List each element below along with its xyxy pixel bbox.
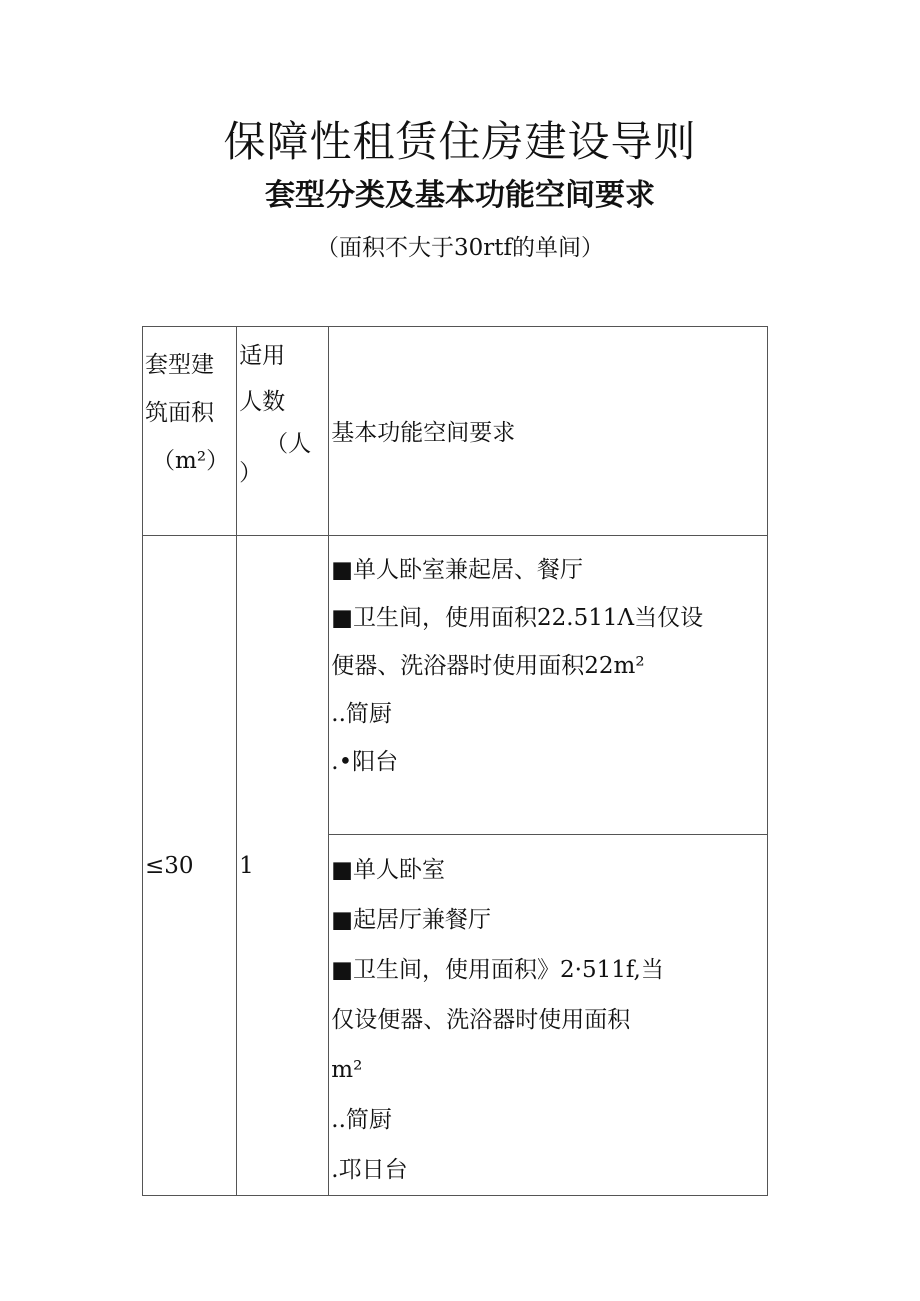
cell-option-2: [329, 835, 768, 1196]
option2-line: .邛日台: [331, 1157, 408, 1183]
option2-line: 仅设便器、洗浴器时使用面积: [331, 1007, 631, 1033]
document-title: 保障性租赁住房建设导则: [223, 117, 697, 166]
option1-line: ..简厨: [331, 701, 392, 727]
table-header-row: [143, 327, 768, 536]
option1-line: 便器、洗浴器时使用面积22m²: [331, 653, 645, 679]
option2-line: ..简厨: [331, 1107, 392, 1133]
table-row: [143, 536, 768, 835]
header-people-line2: 人数: [239, 389, 286, 415]
header-people-line1: 适用: [239, 343, 286, 369]
option2-line: ■起居厅兼餐厅: [331, 907, 492, 933]
cell-people: 1: [237, 536, 329, 1196]
cell-option-1: [329, 536, 768, 835]
header-area-line1: 套型建: [145, 352, 214, 378]
option1-line: .•阳台: [331, 749, 399, 775]
header-area-line2: 筑面积: [145, 400, 214, 426]
header-function: 基本功能空间要求: [329, 327, 768, 536]
option1-line: ■卫生间，使用面积22.511Λ当仅设: [331, 605, 704, 631]
option2-line: m²: [331, 1057, 363, 1083]
document-subtitle: 套型分类及基本功能空间要求: [265, 178, 655, 213]
header-area-unit: （m²）: [152, 448, 230, 474]
unit-type-table: [142, 326, 768, 1196]
header-people: [237, 327, 329, 536]
option1-line: ■单人卧室兼起居、餐厅: [331, 557, 584, 583]
header-people-line4: ）: [239, 460, 263, 486]
header-people-line3: （人: [265, 431, 312, 457]
cell-area: ≤30: [143, 536, 237, 1196]
option2-line: ■卫生间，使用面积》2·511f,当: [331, 957, 664, 983]
header-area: [143, 327, 237, 536]
option2-line: ■单人卧室: [331, 857, 446, 883]
area-note: （面积不大于30rtf的单间）: [315, 235, 605, 261]
